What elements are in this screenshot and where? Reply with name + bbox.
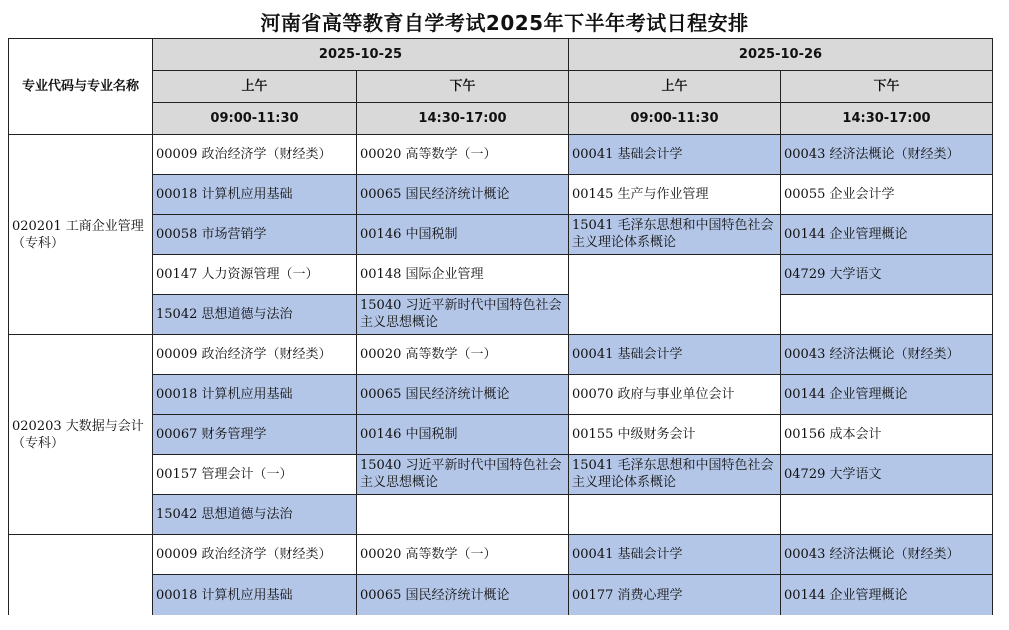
course-cell: 00070 政府与事业单位会计 — [569, 375, 781, 415]
course-cell: 00147 人力资源管理（一） — [153, 255, 357, 295]
period-header: 上午 — [569, 71, 781, 103]
course-cell: 00067 财务管理学 — [153, 415, 357, 455]
course-cell: 00146 中国税制 — [357, 415, 569, 455]
course-cell: 00043 经济法概论（财经类） — [781, 335, 993, 375]
time-header: 09:00-11:30 — [153, 103, 357, 135]
course-cell: 00055 企业会计学 — [781, 175, 993, 215]
course-cell: 00041 基础会计学 — [569, 335, 781, 375]
major-name: 020201 工商企业管理（专科） — [9, 135, 153, 335]
course-cell: 15042 思想道德与法治 — [153, 295, 357, 335]
major-name: 020203 大数据与会计（专科） — [9, 335, 153, 535]
course-cell: 00020 高等数学（一） — [357, 335, 569, 375]
course-cell: 15041 毛泽东思想和中国特色社会主义理论体系概论 — [569, 455, 781, 495]
time-header: 14:30-17:00 — [357, 103, 569, 135]
period-header: 上午 — [153, 71, 357, 103]
course-cell: 00145 生产与作业管理 — [569, 175, 781, 215]
course-cell: 04729 大学语文 — [781, 255, 993, 295]
course-cell: 00148 国际企业管理 — [357, 255, 569, 295]
course-cell: 00065 国民经济统计概论 — [357, 175, 569, 215]
empty-cell — [569, 495, 781, 535]
course-cell: 00144 企业管理概论 — [781, 215, 993, 255]
period-header: 下午 — [781, 71, 993, 103]
course-cell: 00043 经济法概论（财经类） — [781, 135, 993, 175]
course-cell: 15042 思想道德与法治 — [153, 495, 357, 535]
course-cell: 00009 政治经济学（财经类） — [153, 535, 357, 575]
course-cell: 00009 政治经济学（财经类） — [153, 135, 357, 175]
page-title: 河南省高等教育自学考试2025年下半年考试日程安排 — [260, 11, 749, 35]
course-cell: 15041 毛泽东思想和中国特色社会主义理论体系概论 — [569, 215, 781, 255]
course-cell: 00018 计算机应用基础 — [153, 175, 357, 215]
course-cell: 15040 习近平新时代中国特色社会主义思想概论 — [357, 295, 569, 335]
course-cell: 00156 成本会计 — [781, 415, 993, 455]
period-header: 下午 — [357, 71, 569, 103]
course-cell: 00155 中级财务会计 — [569, 415, 781, 455]
course-cell: 00065 国民经济统计概论 — [357, 575, 569, 615]
course-cell: 00020 高等数学（一） — [357, 135, 569, 175]
course-cell: 00157 管理会计（一） — [153, 455, 357, 495]
schedule-table — [8, 38, 993, 615]
major-name — [9, 535, 153, 615]
course-cell: 04729 大学语文 — [781, 455, 993, 495]
time-header: 09:00-11:30 — [569, 103, 781, 135]
course-cell: 00177 消费心理学 — [569, 575, 781, 615]
course-cell: 00020 高等数学（一） — [357, 535, 569, 575]
empty-cell — [781, 495, 993, 535]
time-header: 14:30-17:00 — [781, 103, 993, 135]
course-cell: 00146 中国税制 — [357, 215, 569, 255]
course-cell: 00018 计算机应用基础 — [153, 575, 357, 615]
course-cell: 00018 计算机应用基础 — [153, 375, 357, 415]
course-cell: 00058 市场营销学 — [153, 215, 357, 255]
course-cell: 00009 政治经济学（财经类） — [153, 335, 357, 375]
major-column-header: 专业代码与专业名称 — [9, 39, 153, 135]
date-header: 2025-10-26 — [569, 39, 993, 71]
empty-cell — [781, 295, 993, 335]
course-cell: 00144 企业管理概论 — [781, 575, 993, 615]
date-header: 2025-10-25 — [153, 39, 569, 71]
course-cell: 00065 国民经济统计概论 — [357, 375, 569, 415]
course-cell: 00041 基础会计学 — [569, 535, 781, 575]
empty-cell — [357, 495, 569, 535]
course-cell: 15040 习近平新时代中国特色社会主义思想概论 — [357, 455, 569, 495]
empty-cell — [569, 255, 781, 335]
course-cell: 00041 基础会计学 — [569, 135, 781, 175]
course-cell: 00144 企业管理概论 — [781, 375, 993, 415]
course-cell: 00043 经济法概论（财经类） — [781, 535, 993, 575]
